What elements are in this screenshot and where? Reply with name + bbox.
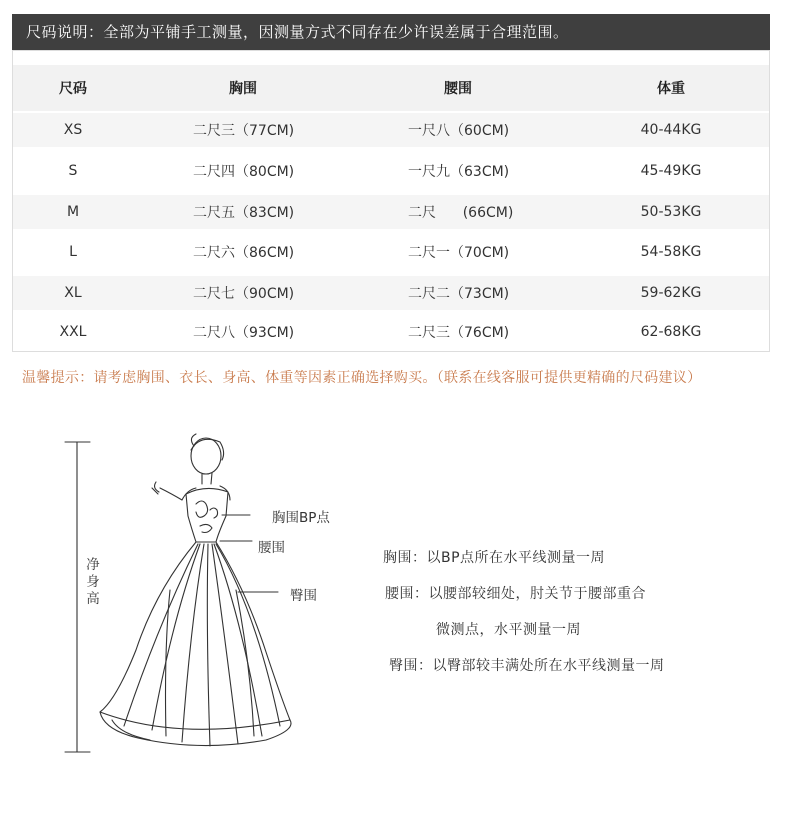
bust-cell: 二尺八（93CM)	[193, 325, 295, 341]
column-header-bust: 胸围	[229, 81, 257, 97]
bust-cell: 二尺六（86CM)	[193, 245, 295, 261]
bust-cell: 二尺五（83CM)	[193, 205, 295, 221]
waist-description-continued: 微测点，水平测量一周	[436, 622, 581, 638]
size-note-text: 尺码说明：全部为平铺手工测量，因测量方式不同存在少许误差属于合理范围。	[26, 23, 569, 41]
waist-cell: 二尺二（73CM)	[408, 286, 510, 302]
weight-cell: 40-44KG	[640, 122, 702, 138]
column-header-weight: 体重	[657, 81, 685, 97]
table-row	[13, 154, 769, 188]
column-header-size: 尺码	[59, 81, 87, 97]
waist-cell: 一尺九（63CM)	[408, 164, 510, 180]
waist-cell: 二尺 (66CM)	[408, 205, 514, 221]
table-header-row	[13, 65, 769, 111]
size-chart-table	[12, 50, 770, 352]
purchase-tip: 温馨提示：请考虑胸围、衣长、身高、体重等因素正确选择购买。（联系在线客服可提供更精确的尺码建议）	[22, 370, 702, 386]
table-row	[13, 235, 769, 269]
weight-cell: 50-53KG	[640, 204, 702, 220]
table-row	[13, 195, 769, 229]
height-label: 净身高	[86, 557, 100, 607]
size-cell: XL	[64, 285, 82, 301]
waist-cell: 一尺八（60CM)	[408, 123, 510, 139]
weight-cell: 45-49KG	[640, 163, 702, 179]
table-row	[13, 276, 769, 310]
bust-description: 胸围：以BP点所在水平线测量一周	[383, 550, 606, 566]
column-header-waist: 腰围	[444, 81, 472, 97]
table-row	[13, 113, 769, 147]
hip-description: 臀围：以臀部较丰满处所在水平线测量一周	[389, 658, 665, 674]
weight-cell: 59-62KG	[640, 285, 702, 301]
size-cell: L	[69, 244, 77, 260]
size-cell: S	[68, 163, 78, 179]
weight-cell: 62-68KG	[640, 324, 702, 340]
waist-description: 腰围：以腰部较细处，肘关节于腰部重合	[385, 586, 646, 602]
size-cell: M	[66, 204, 80, 220]
size-cell: XS	[63, 122, 83, 138]
hip-callout-label: 臀围	[290, 588, 317, 604]
bust-cell: 二尺三（77CM)	[193, 123, 295, 139]
size-note-header	[12, 14, 770, 50]
bust-callout-label: 胸围BP点	[272, 510, 330, 526]
waist-cell: 二尺三（76CM)	[408, 325, 510, 341]
bust-cell: 二尺七（90CM)	[193, 286, 295, 302]
bust-cell: 二尺四（80CM)	[193, 164, 295, 180]
weight-cell: 54-58KG	[640, 244, 702, 260]
waist-callout-label: 腰围	[258, 540, 285, 556]
waist-cell: 二尺一（70CM)	[408, 245, 510, 261]
size-cell: XXL	[59, 324, 87, 340]
table-row	[13, 315, 769, 349]
